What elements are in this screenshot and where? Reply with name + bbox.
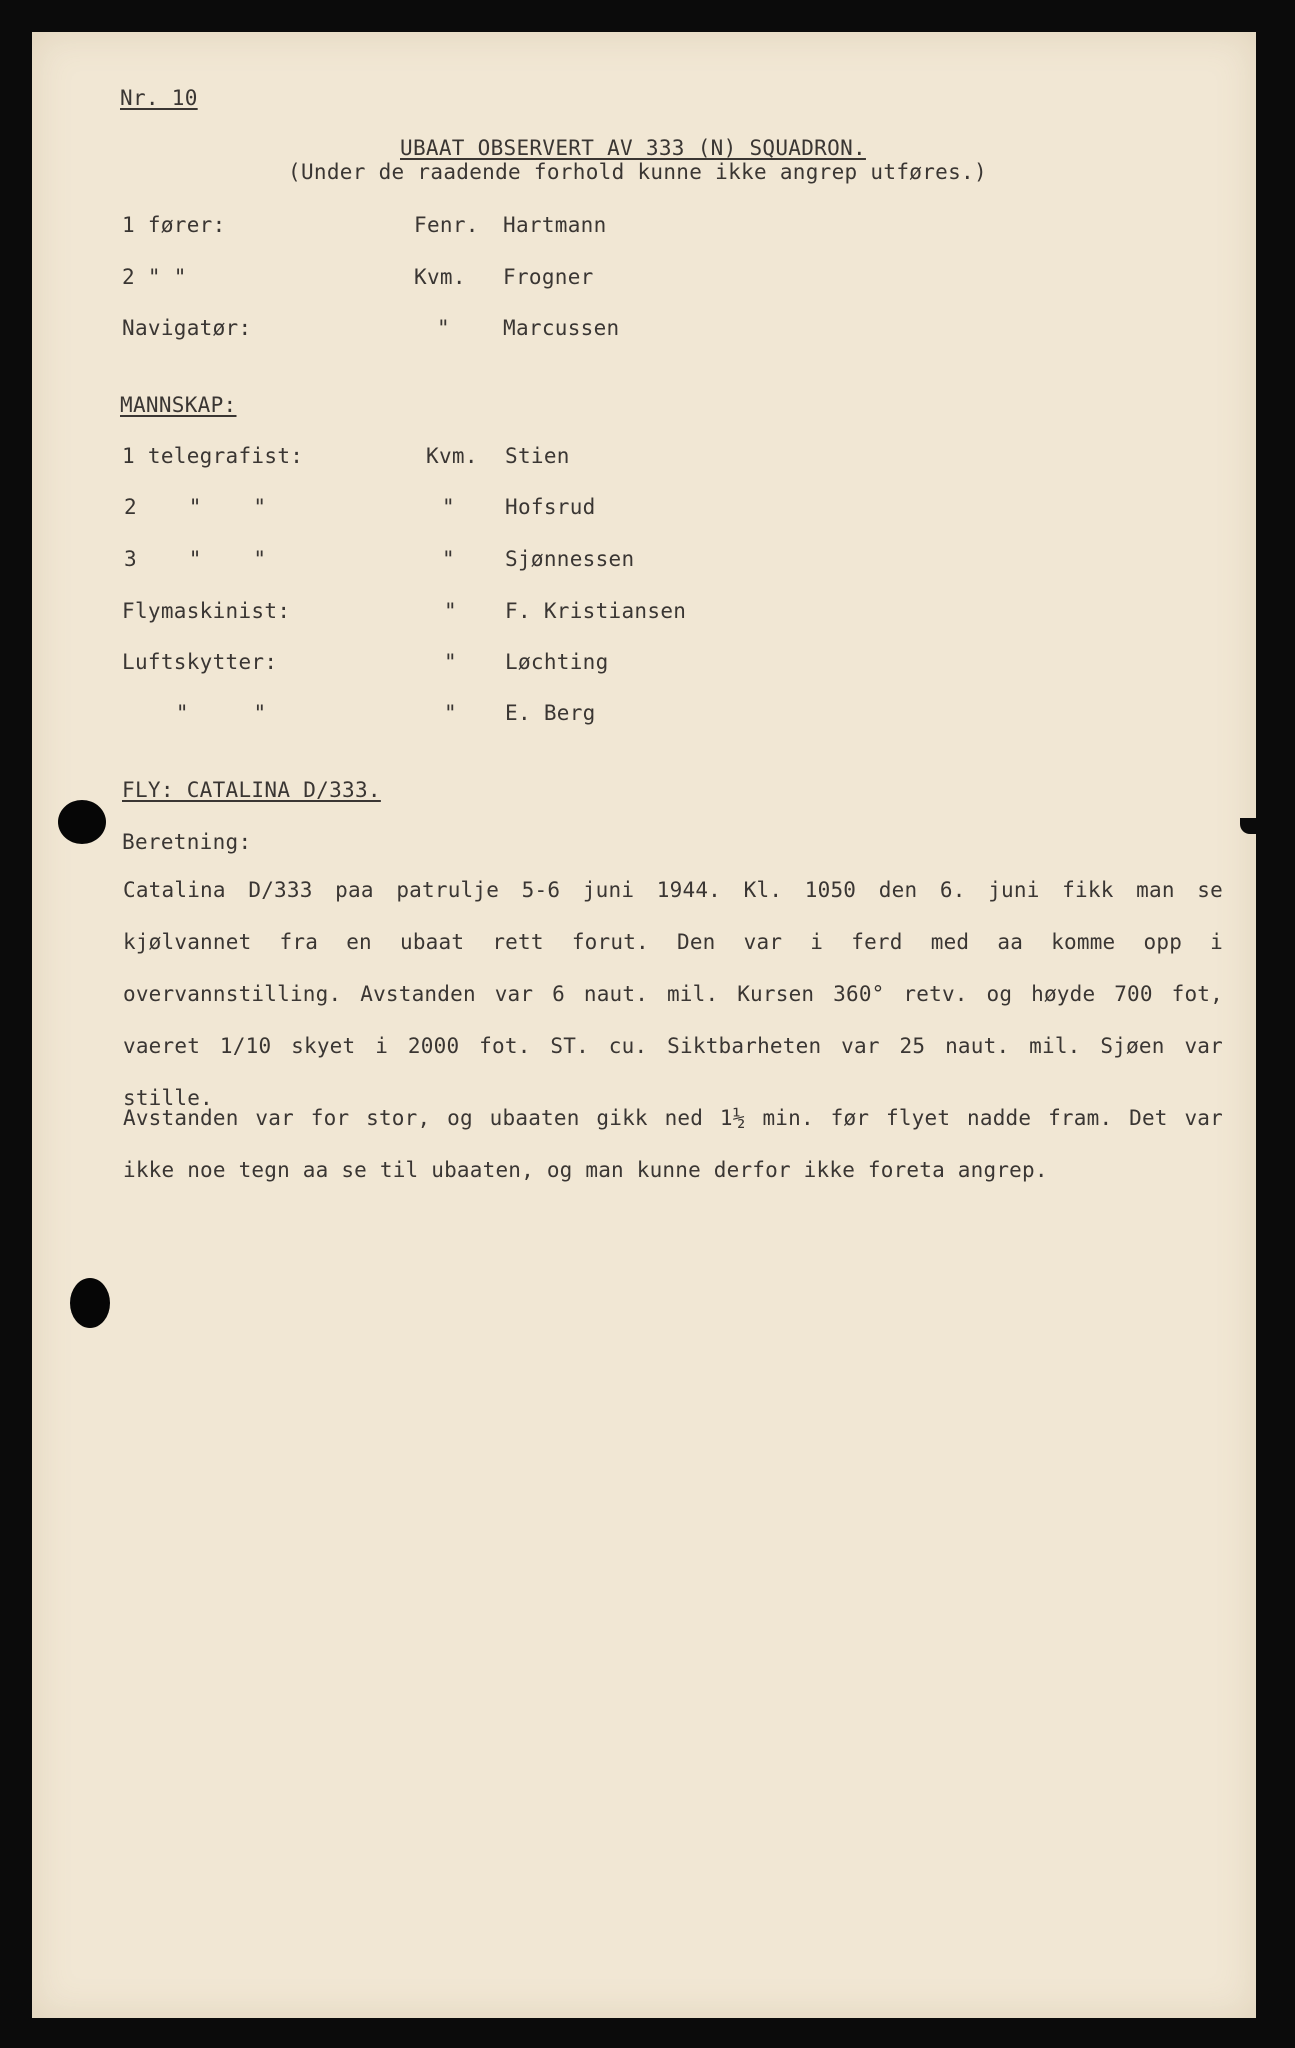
crew-role: " ": [150, 701, 267, 725]
punch-hole-bottom: [70, 1278, 110, 1328]
crew-name: Sjønnessen: [505, 547, 635, 571]
officer-rank: Kvm.: [414, 265, 466, 289]
crew-role: 2 " ": [124, 495, 267, 519]
crew-name: Hofsrud: [505, 495, 596, 519]
crew-rank: ": [442, 547, 455, 571]
crew-heading: MANNSKAP:: [120, 393, 237, 417]
crew-name: E. Berg: [505, 701, 596, 725]
officer-name: Hartmann: [503, 213, 607, 237]
report-label: Beretning:: [122, 830, 252, 854]
punch-hole-top: [58, 800, 106, 844]
crew-rank: Kvm.: [426, 444, 478, 468]
document-number: Nr. 10: [120, 86, 198, 110]
officer-role: 1 fører:: [122, 213, 226, 237]
crew-name: F. Kristiansen: [505, 599, 687, 623]
crew-role: Flymaskinist:: [122, 599, 291, 623]
officer-rank: Fenr.: [414, 213, 479, 237]
aircraft-heading: FLY: CATALINA D/333.: [122, 778, 381, 802]
crew-role: Luftskytter:: [122, 650, 278, 674]
crew-name: Stien: [505, 444, 570, 468]
crew-rank: ": [442, 495, 455, 519]
officer-role: 2 " ": [122, 265, 187, 289]
officer-name: Frogner: [503, 265, 594, 289]
crew-role: 3 " ": [124, 547, 267, 571]
officer-rank: ": [437, 316, 450, 340]
report-paragraph: Avstanden var for stor, og ubaaten gikk ned 1½ min. før flyet nadde fram. Det var ikke noe tegn aa se til ubaaten, og man kunne derfor ikke foreta angrep.: [123, 1106, 1223, 1182]
officer-role: Navigatør:: [122, 316, 252, 340]
document-subtitle: (Under de raadende forhold kunne ikke angrep utføres.): [288, 160, 987, 184]
crew-rank: ": [444, 701, 457, 725]
officer-name: Marcussen: [503, 316, 620, 340]
crew-rank: ": [444, 650, 457, 674]
crew-role: 1 telegrafist:: [122, 444, 304, 468]
crew-rank: ": [444, 599, 457, 623]
crew-name: Løchting: [505, 650, 609, 674]
report-paragraph: Catalina D/333 paa patrulje 5-6 juni 1944. Kl. 1050 den 6. juni fikk man se kjølvannet fra en ubaat rett forut. Den var i ferd med aa komme opp i overvannstilling. Avstanden var 6 naut. mil. Kursen 360° retv. og høyde 700 fot, vaeret 1/10 skyet i 2000 fot. ST. cu. Siktbarheten var 25 naut. mil. Sjøen var stille.: [123, 878, 1223, 1110]
document-title: UBAAT OBSERVERT AV 333 (N) SQUADRON.: [400, 136, 866, 160]
page-edge-notch: [1240, 818, 1262, 834]
